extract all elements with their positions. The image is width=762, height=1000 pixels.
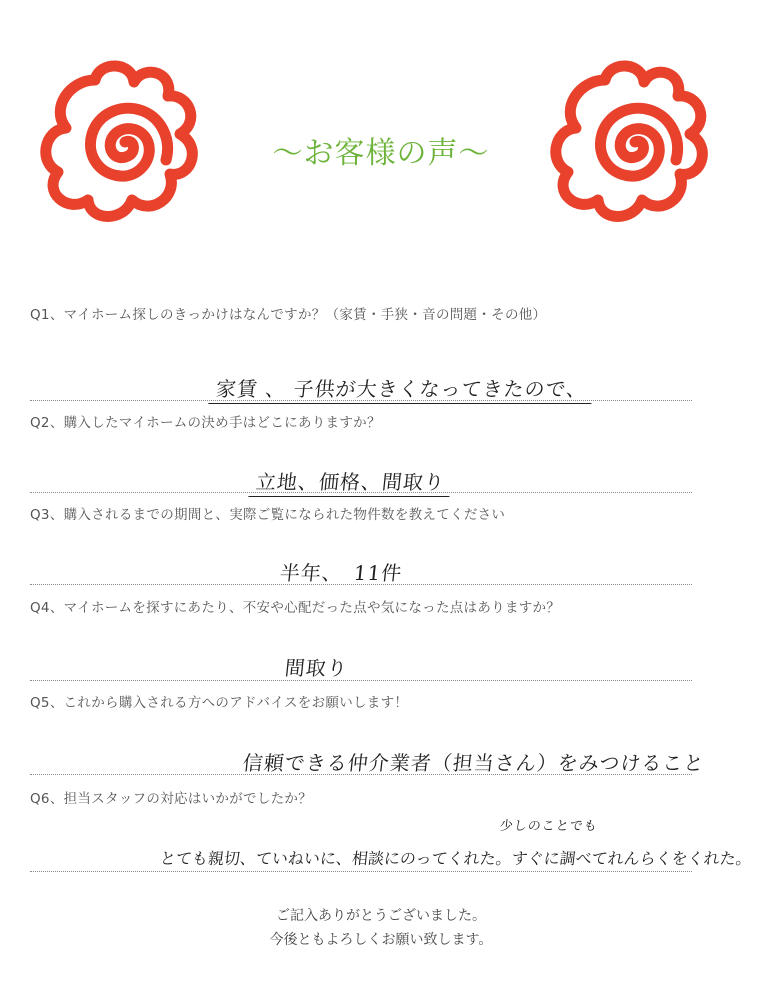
question-4: Q4、マイホームを探すにあたり、不安や心配だった点や気になった点はありますか？ — [30, 600, 561, 616]
question-2: Q2、購入したマイホームの決め手はどこにありますか？ — [30, 415, 381, 431]
answer-6: とても親切、ていねいに、相談にのってくれた。すぐに調べてれんらくをくれた。 — [158, 849, 753, 868]
answer-line-1 — [30, 400, 692, 401]
closing-line-2: 今後ともよろしくお願い致します。 — [269, 932, 493, 948]
answer-line-6 — [30, 871, 692, 872]
page-title: ～お客様の声～ — [272, 136, 490, 171]
answer-1: 家賃 、 子供が大きくなってきたので、 — [208, 373, 595, 404]
answer-line-4 — [30, 680, 692, 681]
question-1: Q1、マイホーム探しのきっかけはなんですか？（家賃・手狭・音の問題・その他） — [30, 307, 547, 323]
question-6: Q6、担当スタッフの対応はいかがでしたか？ — [30, 791, 313, 807]
answer-line-2 — [30, 492, 692, 493]
answer-2: 立地、価格、間取り — [248, 466, 452, 497]
answer-line-5 — [30, 774, 692, 775]
answer-5: 信頼できる仲介業者（担当さん）をみつけること — [241, 751, 706, 775]
answer-line-3 — [30, 584, 692, 585]
question-3: Q3、購入されるまでの期間と、実際ご覧になられた物件数を教えてください — [30, 507, 506, 523]
closing-message — [0, 904, 762, 952]
question-5: Q5、これから購入される方へのアドバイスをお願いします！ — [30, 695, 409, 711]
answer-3: 半年、 11件 — [278, 561, 404, 585]
answer-6-note: 少しのことでも — [499, 819, 599, 834]
closing-line-1: ご記入ありがとうございました。 — [276, 908, 486, 924]
answer-4: 間取り — [283, 656, 350, 680]
